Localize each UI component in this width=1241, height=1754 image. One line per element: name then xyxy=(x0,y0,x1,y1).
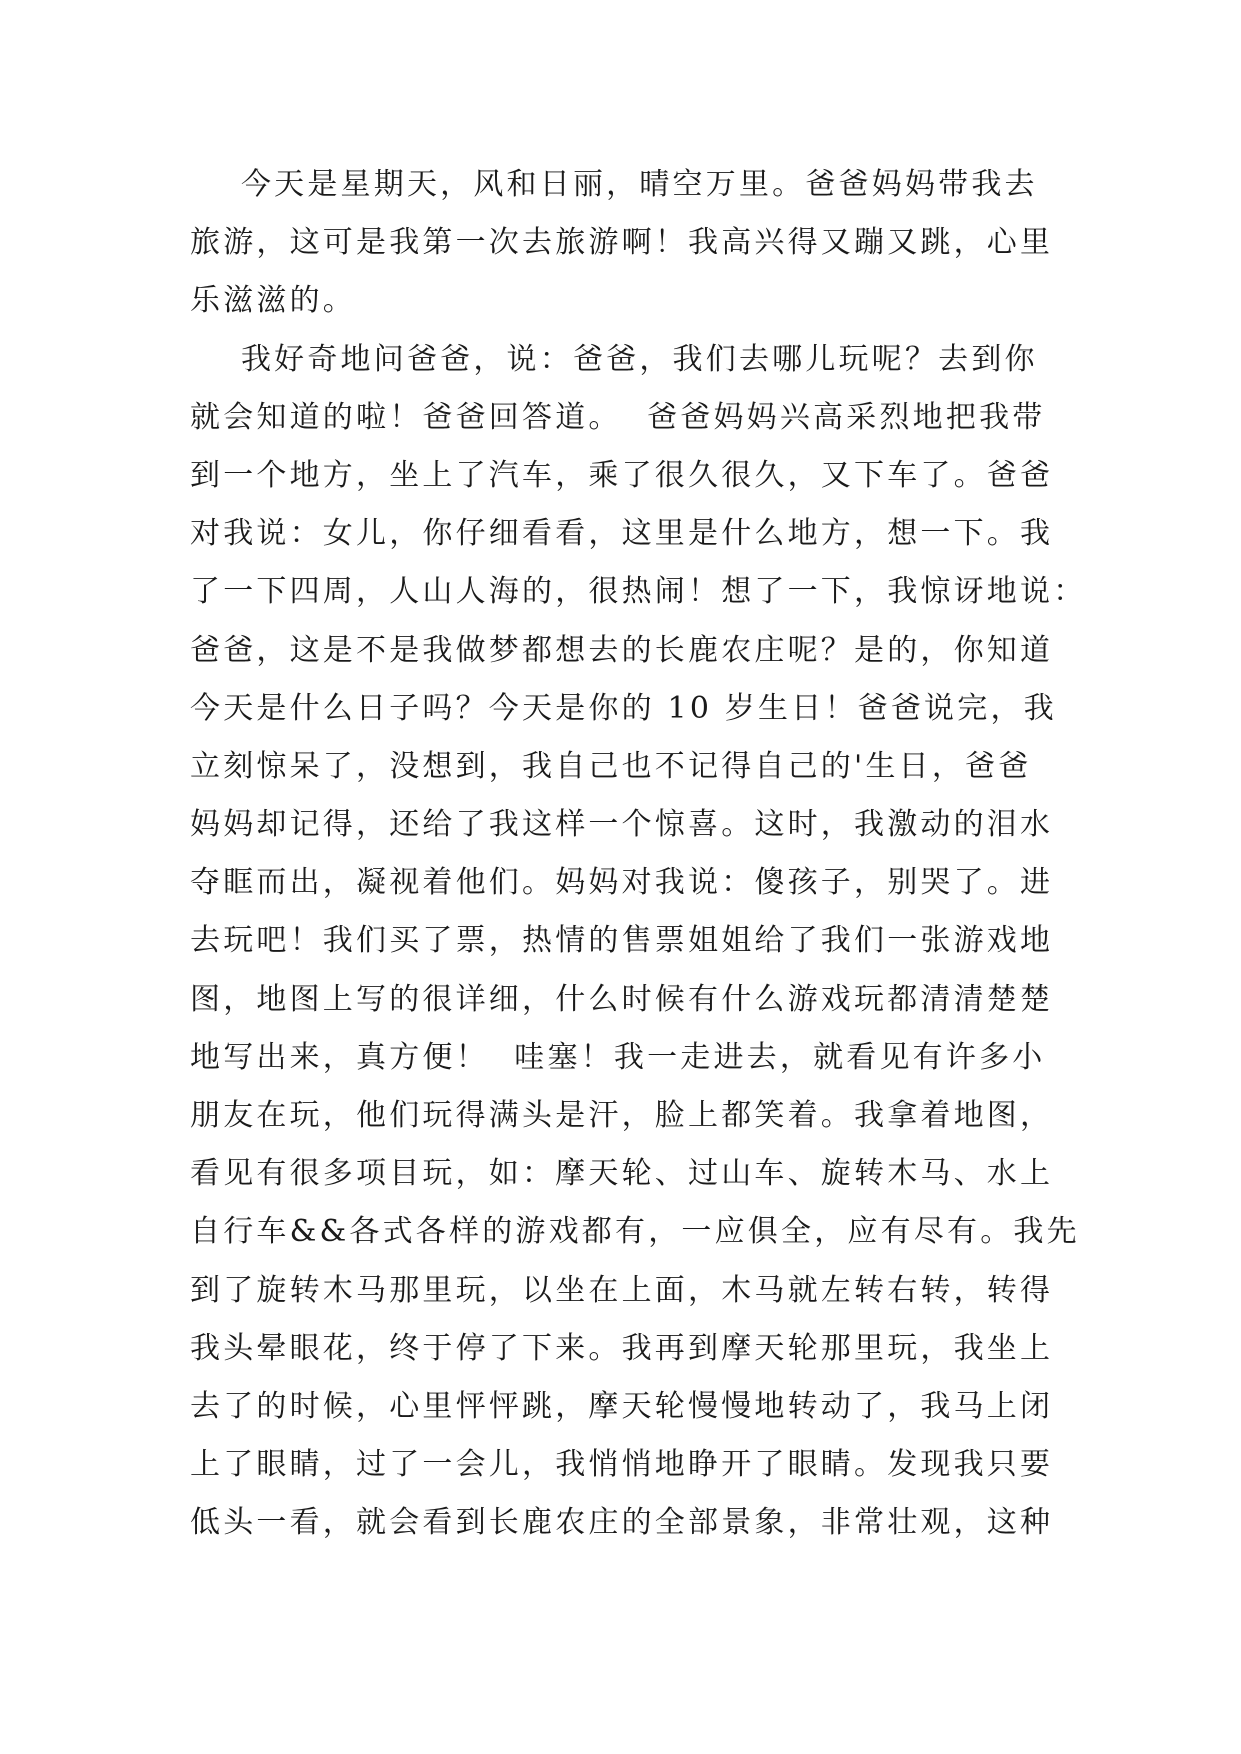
text-line: 朋友在玩，他们玩得满头是汗，脸上都笑着。我拿着地图， xyxy=(190,1098,1054,1133)
text-line: 到了旋转木马那里玩，以坐在上面，木马就左转右转，转得 xyxy=(190,1272,1054,1308)
text-line: 上了眼睛，过了一会儿，我悄悄地睁开了眼睛。发现我只要 xyxy=(190,1447,1054,1483)
text-line: 了一下四周，人山人海的，很热闹！想了一下，我惊讶地说： xyxy=(190,574,1087,610)
text-line: 今天是星期天，风和日丽，晴空万里。爸爸妈妈带我去 xyxy=(190,167,1038,202)
text-line: 对我说：女儿，你仔细看看，这里是什么地方，想一下。我 xyxy=(190,516,1054,552)
text-line: 低头一看，就会看到长鹿农庄的全部景象，非常壮观，这种 xyxy=(190,1505,1054,1541)
text-line: 旅游，这可是我第一次去旅游啊！我高兴得又蹦又跳，心里 xyxy=(190,225,1054,261)
text-line: 夺眶而出，凝视着他们。妈妈对我说：傻孩子，别哭了。进 xyxy=(190,865,1054,901)
text-line: 去了的时候，心里怦怦跳，摩天轮慢慢地转动了，我马上闭 xyxy=(190,1388,1054,1424)
body-text xyxy=(190,156,1087,1553)
text-line: 图，地图上写的很详细，什么时候有什么游戏玩都清清楚楚 xyxy=(190,981,1054,1017)
text-line: 今天是什么日子吗？今天是你的 10 岁生日！爸爸说完，我 xyxy=(190,690,1057,726)
text-line: 到一个地方，坐上了汽车，乘了很久很久，又下车了。爸爸 xyxy=(190,457,1054,493)
text-line: 地写出来，真方便！ 哇塞！我一走进去，就看见有许多小 xyxy=(190,1039,1046,1075)
text-line: 自行车&&各式各样的游戏都有，一应俱全，应有尽有。我先 xyxy=(190,1214,1080,1250)
text-line: 爸爸，这是不是我做梦都想去的长鹿农庄呢？是的，你知道 xyxy=(190,632,1054,668)
text-line: 看见有很多项目玩，如：摩天轮、过山车、旋转木马、水上 xyxy=(190,1156,1054,1192)
text-line: 我头晕眼花，终于停了下来。我再到摩天轮那里玩，我坐上 xyxy=(190,1330,1054,1366)
text-line: 乐滋滋的。 xyxy=(190,283,356,319)
text-line: 我好奇地问爸爸，说：爸爸，我们去哪儿玩呢？去到你 xyxy=(190,341,1038,377)
text-line: 就会知道的啦！爸爸回答道。 爸爸妈妈兴高采烈地把我带 xyxy=(190,399,1046,435)
text-line: 立刻惊呆了，没想到，我自己也不记得自己的'生日，爸爸 xyxy=(190,748,1032,784)
text-line: 妈妈却记得，还给了我这样一个惊喜。这时，我激动的泪水 xyxy=(190,807,1054,843)
text-line: 去玩吧！我们买了票，热情的售票姐姐给了我们一张游戏地 xyxy=(190,923,1054,959)
